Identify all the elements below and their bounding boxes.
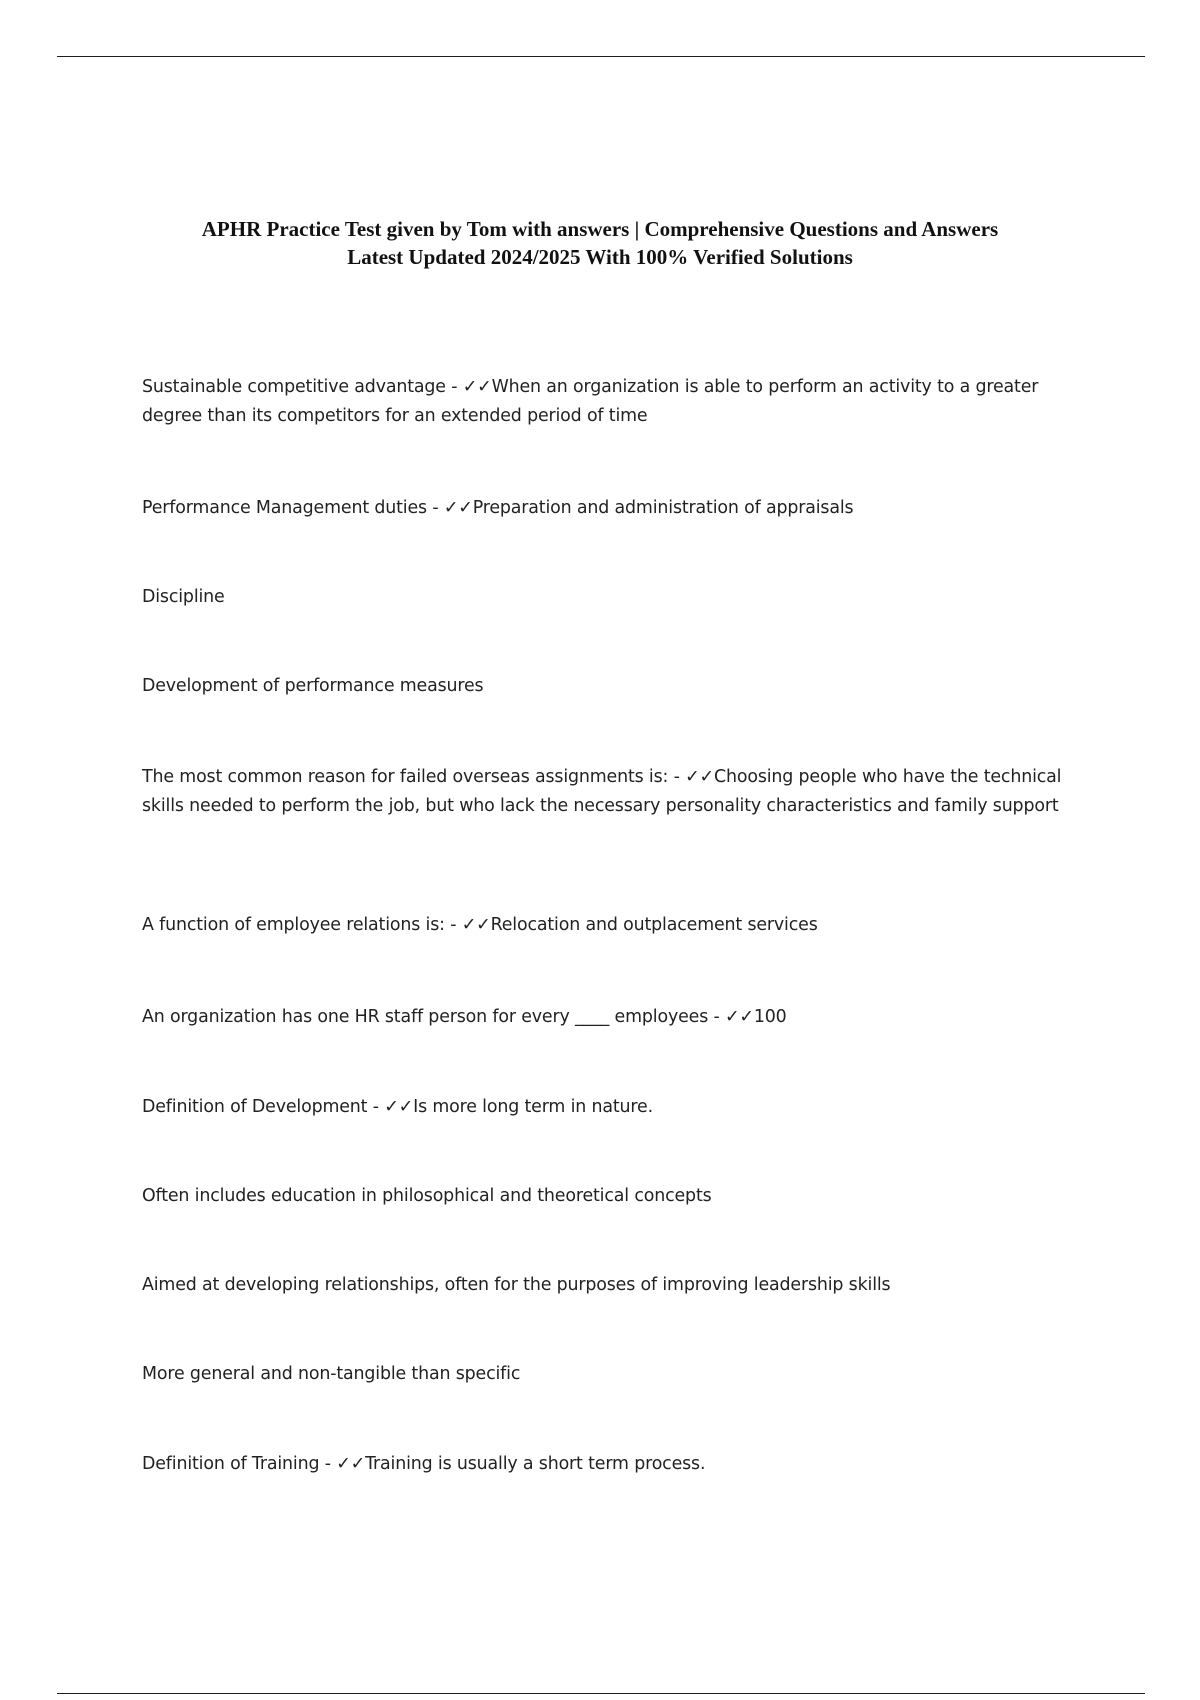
bottom-divider — [57, 1693, 1145, 1694]
plain-entry — [142, 1360, 1072, 1389]
check-mark-icon: ✓✓ — [685, 767, 714, 787]
separator: - — [367, 1097, 385, 1117]
qa-entry — [142, 494, 1072, 523]
qa-entry — [142, 1003, 1072, 1032]
qa-entry — [142, 373, 1072, 430]
qa-entry — [142, 1450, 1072, 1479]
question-text: Definition of Development — [142, 1097, 368, 1117]
separator: - — [319, 1454, 337, 1474]
qa-entry — [142, 1093, 1072, 1122]
check-mark-icon: ✓✓ — [384, 1097, 414, 1117]
separator: - — [426, 498, 444, 518]
check-mark-icon: ✓✓ — [725, 1007, 754, 1027]
entry-text: Often includes education in philosophical and theoretical concepts — [142, 1186, 712, 1206]
check-mark-icon: ✓✓ — [462, 377, 492, 397]
answer-text: Relocation and outplacement services — [490, 915, 818, 935]
title-line-1: APHR Practice Test given by Tom with answers | Comprehensive Questions and Answers — [201, 217, 999, 241]
document-title — [100, 215, 1100, 271]
answer-text: Is more long term in nature. — [413, 1097, 653, 1117]
title-line-2: Latest Updated 2024/2025 With 100% Verified Solutions — [347, 245, 853, 269]
answer-text: Choosing people who have the technical skills needed to perform the job, but who lack the necessary personality characteristics and family support — [142, 767, 1062, 816]
answer-text: Training is usually a short term process. — [365, 1454, 706, 1474]
entry-text: Discipline — [142, 587, 225, 607]
separator: - — [445, 377, 463, 397]
check-mark-icon: ✓✓ — [461, 915, 491, 935]
separator: - — [668, 767, 686, 787]
plain-entry — [142, 672, 1072, 701]
plain-entry — [142, 1182, 1072, 1211]
entry-text: Development of performance measures — [142, 676, 484, 696]
entry-text: More general and non-tangible than specific — [142, 1364, 521, 1384]
question-text: An organization has one HR staff person for every ____ employees — [142, 1007, 709, 1027]
entry-text: Aimed at developing relationships, often for the purposes of improving leadership skills — [142, 1275, 891, 1295]
answer-text: Preparation and administration of appraisals — [472, 498, 854, 518]
plain-entry — [142, 583, 1072, 612]
question-text: Definition of Training — [142, 1454, 320, 1474]
check-mark-icon: ✓✓ — [336, 1454, 366, 1474]
question-text: A function of employee relations is: — [142, 915, 445, 935]
separator: - — [708, 1007, 725, 1027]
plain-entry — [142, 1271, 1072, 1300]
separator: - — [444, 915, 462, 935]
check-mark-icon: ✓✓ — [443, 498, 473, 518]
top-divider — [57, 56, 1145, 57]
answer-text: When an organization is able to perform an activity to a greater degree than its competitors for an extended period of time — [142, 377, 1039, 426]
question-text: Performance Management duties — [142, 498, 427, 518]
qa-entry — [142, 911, 1072, 940]
qa-entry — [142, 763, 1072, 820]
question-text: Sustainable competitive advantage — [142, 377, 446, 397]
question-text: The most common reason for failed overseas assignments is: — [142, 767, 669, 787]
answer-text: 100 — [753, 1007, 787, 1027]
